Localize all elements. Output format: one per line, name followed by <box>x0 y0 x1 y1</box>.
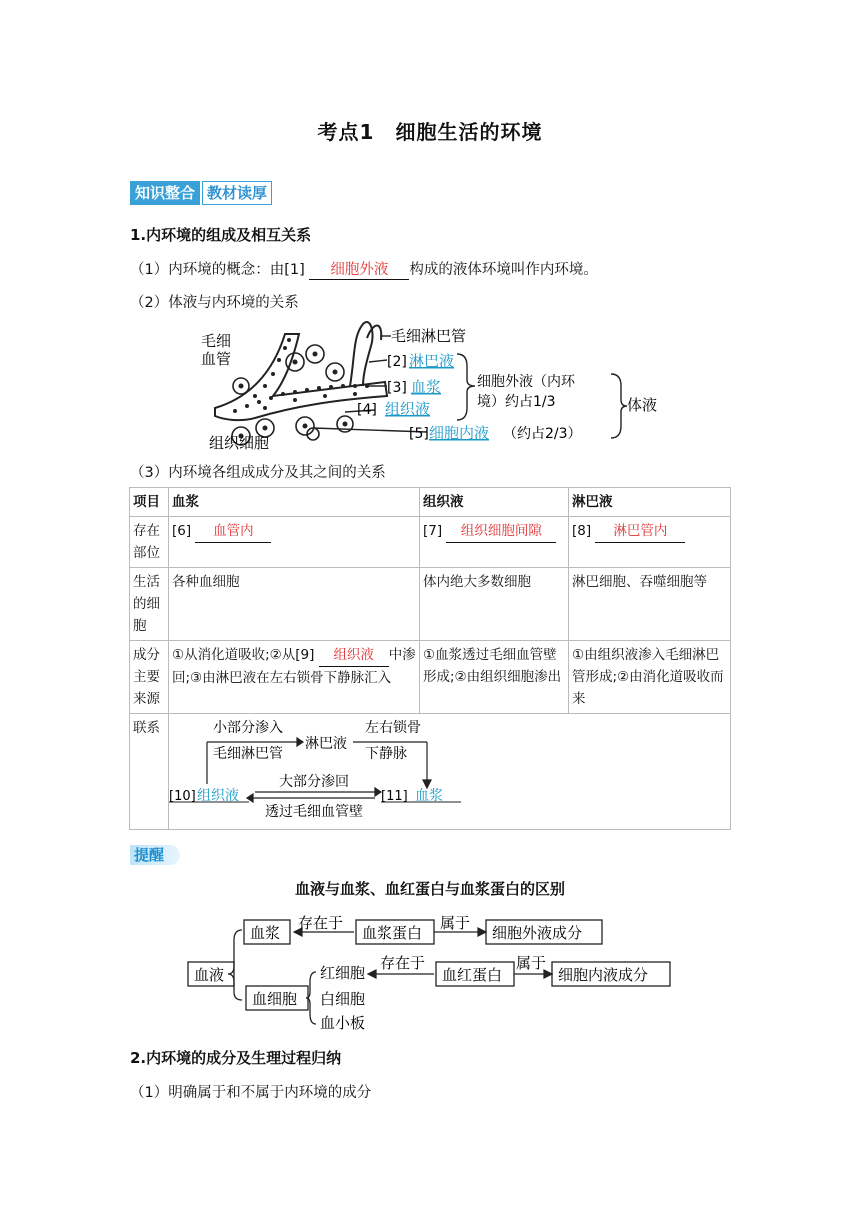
answer-7: 组织细胞间隙 <box>446 520 556 543</box>
icf-share: （约占2/3） <box>503 426 582 442</box>
slot-4: [4] <box>357 402 377 418</box>
item3-line: （3）内环境各组成成分及其之间的关系 <box>130 465 386 481</box>
row-label-location: 存在部位 <box>130 517 169 568</box>
text-platelet: 血小板 <box>320 1014 366 1032</box>
text-hemoglobin: 血红蛋白 <box>442 966 503 984</box>
answer-4: 组织液 <box>385 400 431 418</box>
section1-heading: 1.内环境的组成及相互关系 <box>130 226 312 244</box>
item1-prefix: （1）内环境的概念：由[1] <box>130 262 305 278</box>
composition-table <box>129 487 731 830</box>
item1-line <box>130 258 598 280</box>
label-tissue-cell: 组织细胞 <box>209 434 270 452</box>
slot-11: [11] <box>381 789 408 804</box>
blood-dots <box>233 338 369 413</box>
text-belong-to-2: 属于 <box>516 954 547 972</box>
text-icf-component: 细胞内液成分 <box>558 966 649 984</box>
answer-3: 血浆 <box>411 378 442 396</box>
cell-tissue-cells: 体内绝大多数细胞 <box>420 568 569 641</box>
table-row <box>130 517 731 568</box>
cell-relation <box>169 714 731 830</box>
badge-knowledge: 知识整合 <box>130 181 200 205</box>
th-plasma: 血浆 <box>169 488 420 517</box>
cell-tissue-source: ①血浆透过毛细血管壁形成;②由组织细胞渗出 <box>420 641 569 714</box>
flow-most-return: 大部分渗回 <box>279 774 349 790</box>
text-plasma: 血浆 <box>250 924 281 942</box>
ecf-label-1: 细胞外液（内环 <box>477 374 575 390</box>
answer-6: 血管内 <box>195 520 271 543</box>
cell-lymph-location: [8] 淋巴管内 <box>569 517 731 568</box>
text-plasma-protein: 血浆蛋白 <box>362 924 423 942</box>
answer-8: 淋巴管内 <box>595 520 685 543</box>
answer-9: 组织液 <box>319 644 389 667</box>
cell-plasma-source: ①从消化道吸收;②从[9] 组织液 中渗回;③由淋巴液在左右锁骨下静脉汇入 <box>169 641 420 714</box>
page-title: 考点1 细胞生活的环境 <box>317 120 543 144</box>
answer-5: 细胞内液 <box>429 424 490 442</box>
flow-lymph: 淋巴液 <box>305 736 347 752</box>
flow-clavicle: 左右锁骨 <box>365 720 421 736</box>
row-label-cells: 生活的细胞 <box>130 568 169 641</box>
flow-small-part: 小部分渗入 <box>213 720 283 736</box>
table-row <box>130 641 731 714</box>
slot-3: [3] <box>387 380 407 396</box>
cell-lymph-source: ①由组织液渗入毛细淋巴管形成;②由消化道吸收而来 <box>569 641 731 714</box>
slot-10: [10] <box>169 789 196 804</box>
flow-lymph-capillary: 毛细淋巴管 <box>213 746 283 762</box>
blood-diagram <box>186 910 676 1034</box>
item1-suffix: 构成的液体环境叫作内环境。 <box>409 262 598 278</box>
table-row <box>130 714 731 830</box>
cell-plasma-location: [6] 血管内 <box>169 517 420 568</box>
text-ecf-component: 细胞外液成分 <box>492 924 583 942</box>
item2-line: （2）体液与内环境的关系 <box>130 295 299 311</box>
answer-10: 组织液 <box>197 788 239 804</box>
text-rbc: 红细胞 <box>320 964 366 982</box>
slot-2: [2] <box>387 354 407 370</box>
cell-tissue-location: [7] 组织细胞间隙 <box>420 517 569 568</box>
th-tissue-fluid: 组织液 <box>420 488 569 517</box>
body-fluid-diagram <box>195 316 665 456</box>
section2-heading: 2.内环境的成分及生理过程归纳 <box>130 1049 342 1067</box>
row-label-source: 成分主要来源 <box>130 641 169 714</box>
th-item: 项目 <box>130 488 169 517</box>
text-exist-in-1: 存在于 <box>298 914 344 932</box>
flow-subclavian: 下静脉 <box>365 746 407 762</box>
relation-flow-diagram <box>169 714 469 822</box>
text-exist-in-2: 存在于 <box>380 954 426 972</box>
tip-badge: 提醒 <box>130 845 180 865</box>
tip-title: 血液与血浆、血红蛋白与血浆蛋白的区别 <box>294 880 565 898</box>
text-blood: 血液 <box>194 966 225 984</box>
flow-through-wall: 透过毛细血管壁 <box>265 804 363 820</box>
th-lymph: 淋巴液 <box>569 488 731 517</box>
slot-5: [5] <box>409 426 429 442</box>
answer-11: 血浆 <box>415 788 443 804</box>
ecf-label-2: 境）约占1/3 <box>477 394 556 410</box>
table-row <box>130 568 731 641</box>
body-fluid-label: 体液 <box>627 396 658 414</box>
table-header-row <box>130 488 731 517</box>
text-blood-cells: 血细胞 <box>252 990 298 1008</box>
section2-item1: （1）明确属于和不属于内环境的成分 <box>130 1085 372 1101</box>
cell-lymph-cells: 淋巴细胞、吞噬细胞等 <box>569 568 731 641</box>
cell-plasma-cells: 各种血细胞 <box>169 568 420 641</box>
label-lymph-capillary: 毛细淋巴管 <box>391 327 467 345</box>
badge-textbook: 教材读厚 <box>202 181 272 205</box>
label-capillary-2: 血管 <box>201 350 232 368</box>
answer-2: 淋巴液 <box>409 352 455 370</box>
text-wbc: 白细胞 <box>320 990 366 1008</box>
text-belong-to-1: 属于 <box>440 914 471 932</box>
section-badge <box>130 181 272 205</box>
answer-1: 细胞外液 <box>309 258 409 280</box>
label-capillary-1: 毛细 <box>201 332 232 350</box>
row-label-relation: 联系 <box>130 714 169 830</box>
